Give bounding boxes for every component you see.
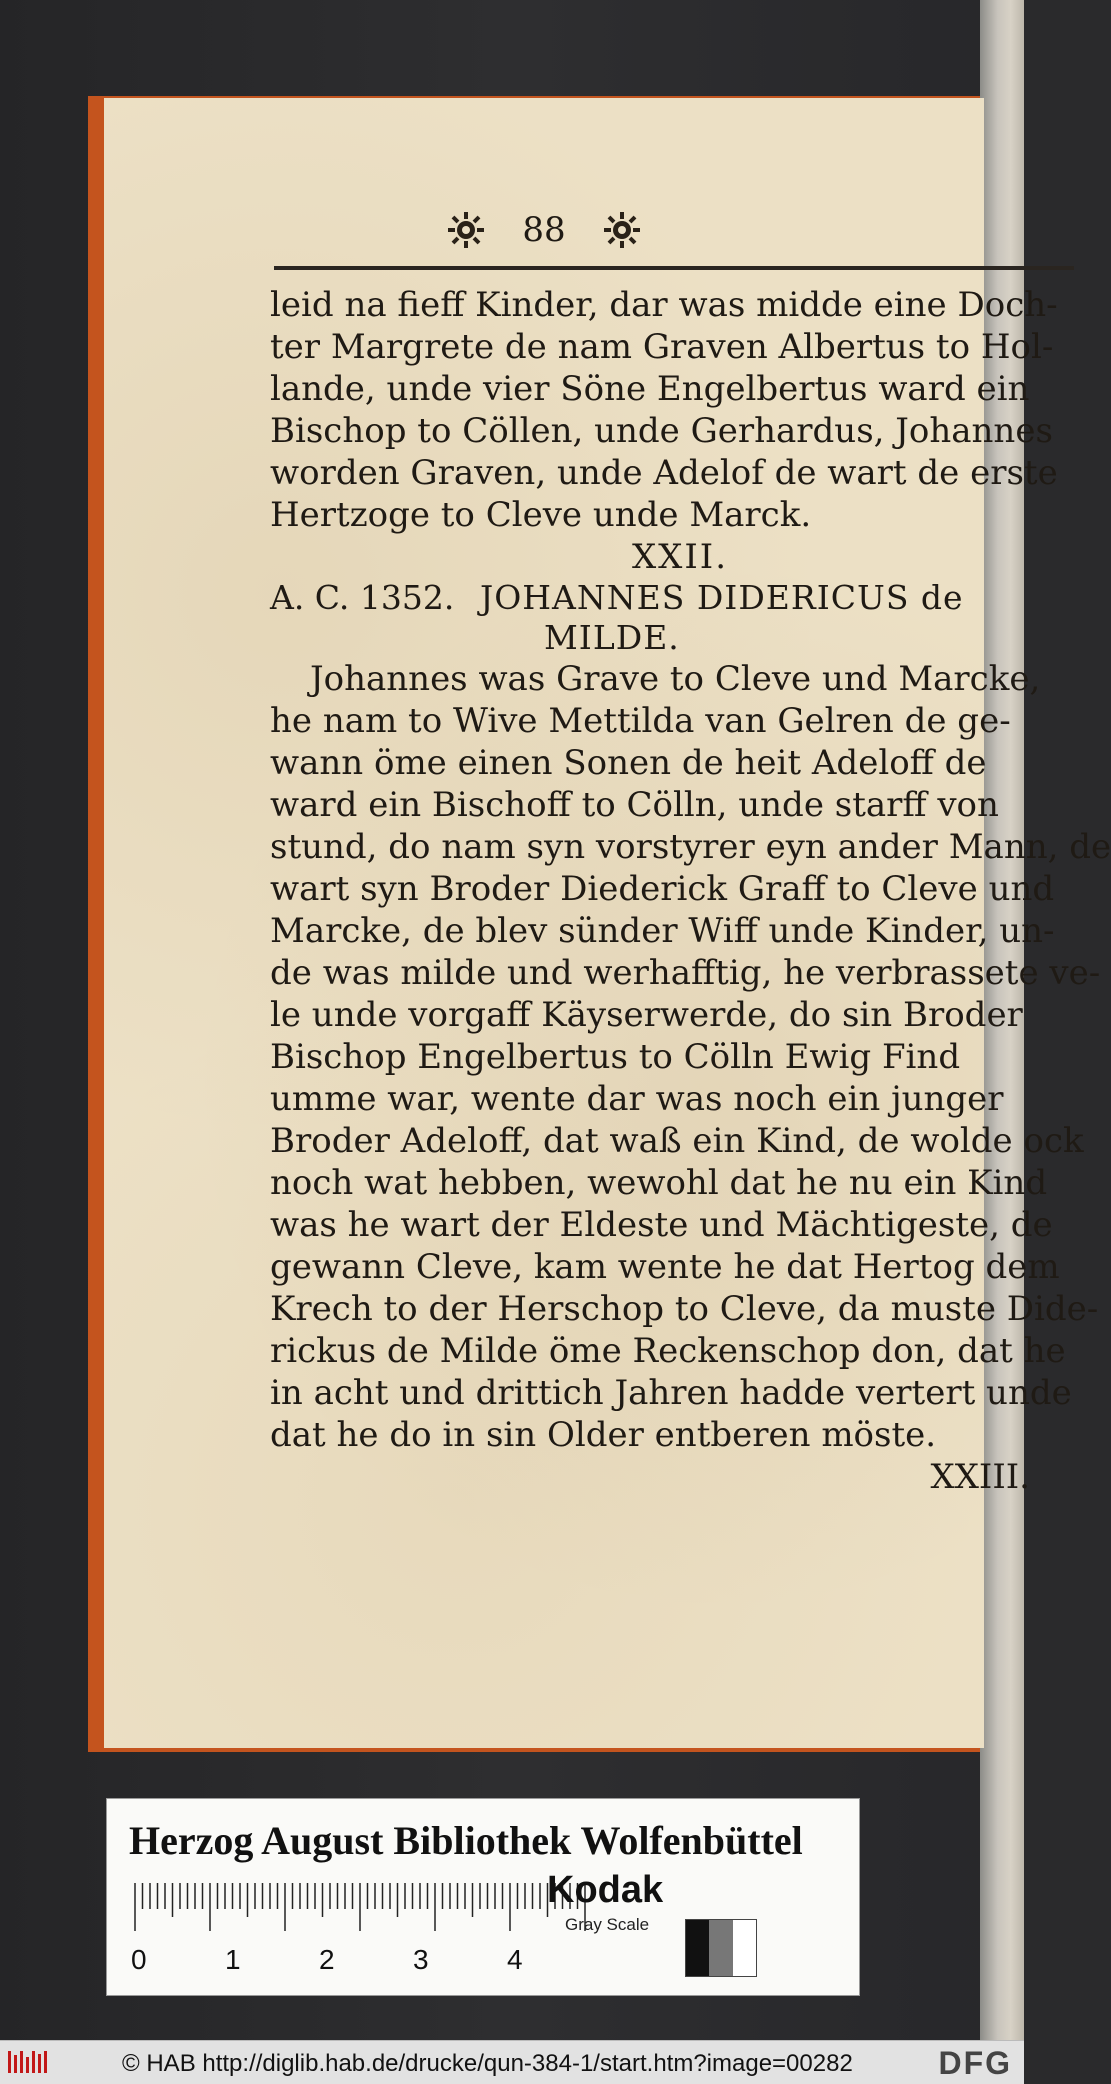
ruler-number: 4: [507, 1944, 523, 1975]
text-line: Marcke, de blev sünder Wiff unde Kinder, un-: [270, 911, 1055, 951]
hab-logo-icon: [8, 2051, 48, 2073]
catchword: XXIII.: [930, 1457, 1030, 1497]
text-line: Hertzoge to Cleve unde Marck.: [270, 495, 812, 535]
gray-swatches: [685, 1919, 757, 1977]
ruler-number: 0: [131, 1944, 147, 1975]
text-line: leid na fieff Kinder, dar was midde eine Doch-: [270, 285, 1058, 325]
page-header: [104, 208, 984, 250]
text-line: Broder Adeloff, dat waß ein Kind, de wolde ock: [270, 1121, 1084, 1161]
gray-scale-caption: Gray Scale: [565, 1915, 650, 1934]
text-line: stund, do nam syn vorstyrer eyn ander Mann, de: [270, 827, 1111, 867]
page-text: [270, 284, 1111, 1498]
text-line: wart syn Broder Diederick Graff to Cleve und: [270, 869, 1055, 909]
ruler-number: 1: [225, 1944, 241, 1975]
ornament-left-icon: [446, 210, 486, 250]
ornament-right-icon: [602, 210, 642, 250]
chapter-number: XXII.: [631, 537, 729, 577]
dfg-logo: DFG: [938, 2045, 1012, 2081]
heading-date: A. C. 1352.: [270, 578, 455, 617]
text-line: in acht und drittich Jahren hadde vertert unde: [270, 1373, 1072, 1413]
text-line: umme war, wente dar was noch ein junger: [270, 1079, 1004, 1119]
text-line: rickus de Milde öme Reckenschop don, dat he: [270, 1331, 1066, 1371]
ruler-number: 2: [319, 1944, 335, 1975]
text-line: ward ein Bischoff to Cölln, unde starff von: [270, 785, 999, 825]
book-page: [104, 98, 1111, 1748]
text-line: he nam to Wive Mettilda van Gelren de ge-: [270, 701, 1011, 741]
library-scale-label: [106, 1798, 860, 1996]
text-line: noch wat hebben, wewohl dat he nu ein Kind: [270, 1163, 1048, 1203]
text-line: wann öme einen Sonen de heit Adeloff de: [270, 743, 987, 783]
text-line: ter Margrete de nam Graven Albertus to Hol-: [270, 327, 1054, 367]
text-line: dat he do in sin Older entberen möste.: [270, 1415, 937, 1455]
text-line: Johannes was Grave to Cleve und Marcke,: [310, 659, 1041, 699]
source-url-link[interactable]: © HAB http://diglib.hab.de/drucke/qun-384-1/start.htm?image=00282: [122, 2050, 853, 2077]
footer-bar: [0, 2040, 1024, 2084]
text-line: Bischop Engelbertus to Cölln Ewig Find: [270, 1037, 961, 1077]
ruler-number: 3: [413, 1944, 429, 1975]
library-name: Herzog August Bibliothek Wolfenbüttel: [129, 1818, 803, 1863]
body-paragraph: [270, 658, 1111, 1456]
text-line: lande, unde vier Söne Engelbertus ward ein: [270, 369, 1030, 409]
text-line: de was milde und werhafftig, he verbrassete ve-: [270, 953, 1101, 993]
page-number: 88: [522, 210, 566, 250]
text-line: Krech to der Herschop to Cleve, da muste Dide-: [270, 1289, 1099, 1329]
kodak-logo: Kodak: [547, 1869, 664, 1911]
text-line: le unde vorgaff Käyserwerde, do sin Broder: [270, 995, 1023, 1035]
text-line: was he wart der Eldeste und Mächtigeste, de: [270, 1205, 1053, 1245]
intro-paragraph: [270, 284, 1090, 536]
header-rule: [274, 266, 1074, 270]
text-line: gewann Cleve, kam wente he dat Hertog dem: [270, 1247, 1060, 1287]
heading-title-continued: MILDE.: [544, 618, 680, 657]
section-heading: [270, 578, 1090, 618]
text-line: Bischop to Cöllen, unde Gerhardus, Johannes: [270, 411, 1053, 451]
heading-title: JOHANNES DIDERICUS de: [480, 578, 964, 617]
text-line: worden Graven, unde Adelof de wart de erste: [270, 453, 1058, 493]
